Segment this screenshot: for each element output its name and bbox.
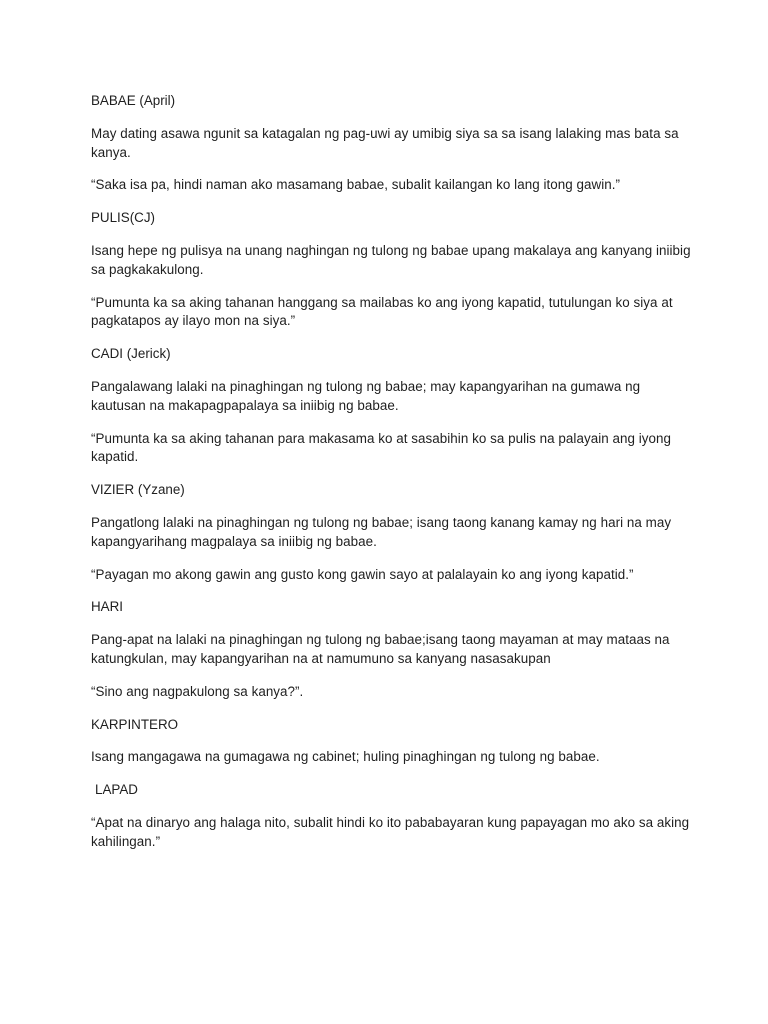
quote-pulis: “Pumunta ka sa aking tahanan hanggang sa mailabas ko ang iyong kapatid, tutulungan ko siya at pagkatapos ay ilayo mon na siya.” [91,294,673,329]
character-heading-cadi: CADI (Jerick) [91,346,171,362]
quote-babae: “Saka isa pa, hindi naman ako masamang babae, subalit kailangan ko lang itong gawin.” [91,177,621,193]
quote-vizier: “Payagan mo akong gawin ang gusto kong gawin sayo at palalayain ko ang iyong kapatid.” [91,566,634,582]
quote-hari: “Sino ang nagpakulong sa kanya?”. [91,683,304,699]
document-body [91,92,691,866]
character-heading-karpintero: KARPINTERO [91,716,179,732]
description-vizier: Pangatlong lalaki na pinaghingan ng tulong ng babae; isang taong kanang kamay ng hari na may kapangyarihang magpalaya sa iniibig ng babae. [91,514,672,549]
description-cadi: Pangalawang lalaki na pinaghingan ng tulong ng babae; may kapangyarihan na gumawa ng kautusan na makapagpapalaya sa iniibig ng babae. [91,378,641,413]
description-karpintero: Isang mangagawa na gumagawa ng cabinet; huling pinaghingan ng tulong ng babae. [91,749,600,765]
character-heading-hari: HARI [91,599,123,615]
quote-lapad: “Apat na dinaryo ang halaga nito, subalit hindi ko ito pababayaran kung papayagan mo ako sa aking kahilingan.” [91,814,690,849]
character-heading-babae: BABAE (April) [91,93,176,108]
character-heading-lapad: LAPAD [95,782,138,798]
description-hari: Pang-apat na lalaki na pinaghingan ng tulong ng babae;isang taong mayaman at may mataas na katungkulan, may kapangyarihan na at namumuno sa kanyang nasasakupan [91,632,670,666]
character-heading-vizier: VIZIER (Yzane) [91,482,185,498]
description-babae: May dating asawa ngunit sa katagalan ng pag-uwi ay umibig siya sa sa isang lalaking mas bata sa kanya. [91,125,679,160]
character-heading-pulis: PULIS(CJ) [91,210,155,226]
quote-cadi: “Pumunta ka sa aking tahanan para makasama ko at sasabihin ko sa pulis na palayain ang iyong kapatid. [91,430,672,465]
description-pulis: Isang hepe ng pulisya na unang naghingan ng tulong ng babae upang makalaya ang kanyang iniibig sa pagkakakulong. [91,242,691,277]
